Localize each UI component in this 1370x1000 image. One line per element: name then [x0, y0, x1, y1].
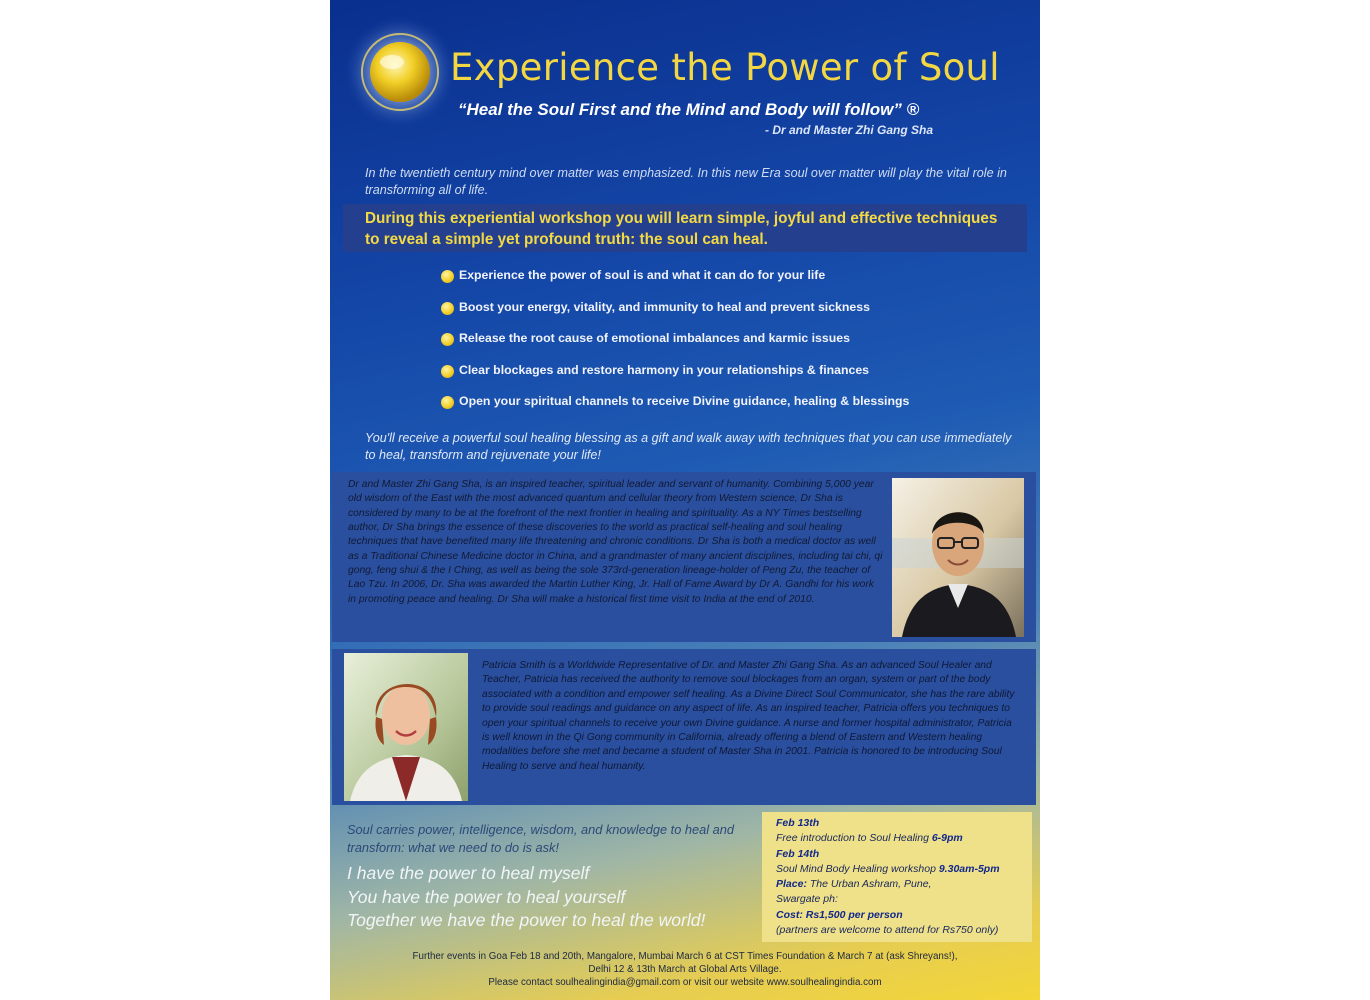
workshop-poster — [330, 0, 1040, 1000]
footer-info — [360, 950, 1010, 989]
footer-line-3: Please contact soulhealingindia@gmail.com or visit our website www.soulhealingindia.com — [488, 977, 882, 988]
affirmation-3: Together we have the power to heal the world! — [347, 910, 706, 930]
workshop-highlight-banner — [343, 204, 1027, 252]
quote-attribution: - Dr and Master Zhi Gang Sha — [765, 123, 934, 137]
bullet-dot-icon — [441, 396, 454, 409]
list-item — [441, 331, 909, 363]
bullet-dot-icon — [441, 365, 454, 378]
bullet-dot-icon — [441, 302, 454, 315]
headline-quote: “Heal the Soul First and the Mind and Body will follow” ® — [458, 100, 920, 119]
sun-orb-logo-icon — [344, 16, 456, 128]
event-date-2: Feb 14th — [776, 847, 820, 860]
poster-title: Experience the Power of Soul — [450, 46, 1000, 89]
event-details-box — [762, 812, 1032, 942]
event-2-title: Soul Mind Body Healing workshop — [776, 862, 936, 875]
list-item — [441, 363, 909, 395]
place-line-2: Swargate ph: — [776, 893, 838, 906]
event-1-time: 6-9pm — [931, 832, 963, 845]
affirmation-1: I have the power to heal myself — [347, 863, 590, 883]
closing-section — [347, 821, 757, 933]
bullet-text: Experience the power of soul is and what it can do for your life — [459, 268, 826, 282]
event-date-1: Feb 13th — [776, 817, 820, 829]
dr-sha-bio-text: Dr and Master Zhi Gang Sha, is an inspired teacher, spiritual leader and servant of humanity. Combining 5,000 year old wisdom of the East with the most advanced quantum and cellular theory from Western science, Dr Sha is considered by many to be at the forefront of the next frontier in healing and spirituality. As a NY Times bestselling author, Dr Sha brings the essence of these discoveries to the world as practical self-healing and soul healing techniques that have benefited many life threatening and chronic conditions. Dr Sha is both a medical doctor as well as a Traditional Chinese Medicine doctor in China, and a grandmaster of many ancient disciplines, including tai chi, qi gong, feng shui & the I Ching, as well as being the sole 373rd-generation lineage-holder of Peng Zu, the teacher of Lao Tzu. In 2006, Dr. Sha was awarded the Martin Luther King, Jr. Hall of Fame Award by Dr A. Gandhi for his work in promoting peace and healing. Dr Sha will make a historical first time visit to India at the end of 2010. — [348, 479, 883, 605]
bullet-text: Open your spiritual channels to receive Divine guidance, healing & blessings — [459, 394, 910, 408]
event-1-title: Free introduction to Soul Healing — [776, 832, 929, 845]
event-2-line — [776, 862, 1032, 877]
benefits-list — [441, 268, 909, 426]
bullet-text: Release the root cause of emotional imbalances and karmic issues — [459, 331, 850, 345]
list-item — [441, 394, 909, 426]
place-label: Place: — [776, 878, 807, 891]
cost-line: Cost: Rs1,500 per person — [776, 908, 903, 921]
dr-sha-portrait-photo — [892, 478, 1024, 637]
bullet-dot-icon — [441, 270, 454, 283]
bullet-dot-icon — [441, 333, 454, 346]
place-value: The Urban Ashram, Pune, — [809, 878, 932, 891]
closing-note: Soul carries power, intelligence, wisdom, and knowledge to heal and transform: what we need to do is ask! — [347, 822, 734, 855]
affirmation-2: You have the power to heal yourself — [347, 886, 626, 907]
place-line — [776, 877, 1032, 892]
intro-paragraph: In the twentieth century mind over matter was emphasized. In this new Era soul over matter will play the vital role in transforming all of life. — [365, 166, 1007, 197]
patricia-smith-portrait-photo — [344, 653, 468, 801]
highlight-text: During this experiential workshop you will learn simple, joyful and effective techniques to reveal a simple yet profound truth: the soul can heal. — [365, 210, 998, 248]
dr-sha-bio-panel — [332, 472, 1036, 642]
patricia-smith-bio-panel — [332, 649, 1036, 805]
list-item — [441, 268, 909, 300]
bullet-text: Clear blockages and restore harmony in your relationships & finances — [459, 362, 870, 377]
partners-note: (partners are welcome to attend for Rs750 only) — [776, 924, 999, 937]
bullet-text: Boost your energy, vitality, and immunity to heal and prevent sickness — [459, 299, 870, 314]
footer-line-2: Delhi 12 & 13th March at Global Arts Village. — [588, 964, 782, 975]
gift-paragraph: You'll receive a powerful soul healing blessing as a gift and walk away with techniques that you can use immediately to heal, transform and rejuvenate your life! — [365, 431, 1012, 462]
footer-line-1: Further events in Goa Feb 18 and 20th, Mangalore, Mumbai March 6 at CST Times Foundation & March 7 at (ask Shreyans!), — [412, 951, 958, 962]
event-2-time: 9.30am-5pm — [938, 862, 1000, 875]
patricia-smith-bio-text: Patricia Smith is a Worldwide Representative of Dr. and Master Zhi Gang Sha. As an advanced Soul Healer and Teacher, Patricia has received the authority to remove soul blockages from an organ, system or part of the body associated with a condition and empower self healing. As a Divine Direct Soul Communicator, she has the rare ability to provide soul readings and guidance on any aspect of life. As an inspired teacher, Patricia offers you techniques to open your spiritual channels to receive your own Divine guidance. A nurse and former hospital administrator, Patricia is well known in the Qi Gong community in California, already offering a blend of Eastern and Western healing modalities before she met and became a student of Master Sha in 2001. Patricia is honored to be introducing Soul Healing to serve and heal humanity. — [482, 660, 1015, 772]
event-1-line — [776, 831, 1032, 846]
list-item — [441, 300, 909, 332]
